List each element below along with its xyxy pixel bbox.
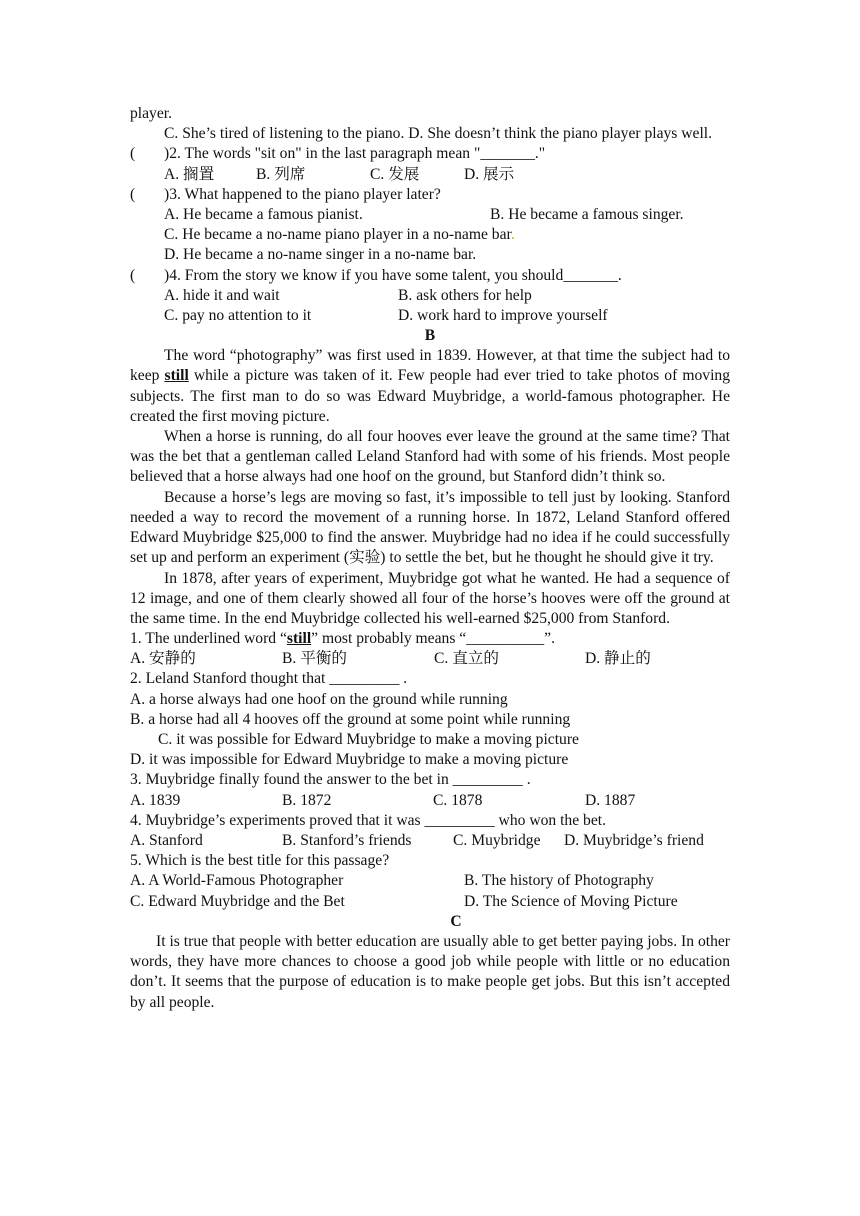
passage-a-continuation: player. bbox=[130, 105, 172, 122]
underlined-word: still bbox=[286, 630, 312, 648]
passage-b-paragraph-4: In 1878, after years of experiment, Muybridge got what he wanted. He had a sequence of 12 image, and one of them clearly showed all four of the horse’s hooves were off the ground at the same time. In the end Muybridge collected his well-earned $25,000 from Stanford. bbox=[130, 569, 730, 627]
option-d: D. 静止的 bbox=[585, 650, 651, 668]
option-b: B. Stanford’s friends bbox=[282, 831, 412, 849]
question-4-options-ab bbox=[130, 286, 730, 306]
option-a: A. A World-Famous Photographer bbox=[130, 872, 344, 890]
option-c: C. 直立的 bbox=[434, 650, 499, 668]
option-d: D. 展示 bbox=[464, 165, 515, 183]
answer-blank[interactable]: ( bbox=[130, 145, 136, 163]
b-question-2: 2. Leland Stanford thought that _________ . bbox=[130, 670, 408, 688]
option-a: A. 搁置 bbox=[164, 165, 215, 183]
question-2-options bbox=[130, 165, 730, 185]
option-c: C. 发展 bbox=[370, 165, 420, 183]
question-text: ” most probably means “__________”. bbox=[311, 630, 555, 648]
option-b: B. ask others for help bbox=[398, 286, 532, 304]
b-question-3: 3. Muybridge finally found the answer to the bet in _________ . bbox=[130, 771, 531, 789]
question-3-text: )3. What happened to the piano player later? bbox=[164, 185, 441, 203]
b-question-4-options bbox=[130, 831, 730, 851]
option-c: C. 1878 bbox=[433, 791, 483, 809]
passage-c-paragraph-1: It is true that people with better education are usually able to get better paying jobs. In other words, they have more chances to choose a good job while people with little or no education don’t. It seems that the purpose of education is to make people get jobs. But this isn’t accepted by all people. bbox=[130, 932, 730, 1011]
option-a: A. He became a famous pianist. bbox=[164, 205, 363, 223]
option-c: C. Muybridge bbox=[453, 831, 541, 849]
b-question-4: 4. Muybridge’s experiments proved that it was _________ who won the bet. bbox=[130, 811, 606, 829]
option-a: A. Stanford bbox=[130, 831, 203, 849]
underlined-word: still bbox=[164, 367, 189, 385]
question-4-text: )4. From the story we know if you have some talent, you should_______. bbox=[164, 266, 622, 284]
b-question-2-option-d: D. it was impossible for Edward Muybridge to make a moving picture bbox=[130, 751, 569, 769]
question-3-options-ab bbox=[130, 205, 730, 225]
b-question-5-options-ab bbox=[130, 871, 730, 891]
b-question-5: 5. Which is the best title for this passage? bbox=[130, 852, 390, 870]
question-text: 1. The underlined word “ bbox=[130, 630, 287, 648]
question-3-option-d: D. He became a no-name singer in a no-name bar. bbox=[164, 246, 477, 264]
question-1-options-cd: C. She’s tired of listening to the piano. D. She doesn’t think the piano player plays well. bbox=[164, 125, 713, 143]
passage-b-paragraph-1 bbox=[130, 346, 730, 427]
passage-b-paragraph-2: When a horse is running, do all four hooves ever leave the ground at the same time? That was the bet that a gentleman called Leland Stanford had with some of his friends. Most people believed that a horse always had one hoof on the ground, but Stanford didn’t think so. bbox=[130, 428, 730, 486]
option-d: D. The Science of Moving Picture bbox=[464, 892, 678, 910]
passage-b-paragraph-3: Because a horse’s legs are moving so fast, it’s impossible to tell just by looking. Stanford needed a way to record the movement of a running horse. In 1872, Leland Stanford offered Edward Muybridge $25,000 to find the answer. Muybridge had no idea if he could successfully set up and perform an experiment (实验) to settle the bet, but he thought he should give it try. bbox=[130, 488, 730, 567]
b-question-5-options-cd bbox=[130, 892, 730, 912]
answer-blank[interactable]: ( bbox=[130, 185, 136, 203]
option-c: C. Edward Muybridge and the Bet bbox=[130, 892, 345, 910]
option-d: D. 1887 bbox=[585, 791, 636, 809]
question-3-option-c bbox=[130, 225, 730, 245]
section-heading-c: C bbox=[450, 912, 462, 930]
b-question-2-option-b: B. a horse had all 4 hooves off the ground at some point while running bbox=[130, 710, 571, 728]
question-4-options-cd bbox=[130, 306, 730, 326]
b-question-1 bbox=[130, 629, 730, 649]
b-question-2-option-a: A. a horse always had one hoof on the ground while running bbox=[130, 690, 508, 708]
paragraph-text: The word “photography” was first used in 1839. However, at that time the subject had to keep bbox=[130, 347, 730, 385]
option-a: A. 1839 bbox=[130, 791, 181, 809]
option-c-dot: . bbox=[510, 226, 515, 244]
option-d: D. Muybridge’s friend bbox=[564, 831, 704, 849]
question-4 bbox=[130, 266, 730, 286]
question-3 bbox=[130, 185, 730, 205]
option-d: D. work hard to improve yourself bbox=[398, 306, 608, 324]
section-heading-b: B bbox=[424, 327, 436, 345]
document-page bbox=[130, 104, 730, 1013]
option-b: B. He became a famous singer. bbox=[490, 205, 684, 223]
option-b: B. 1872 bbox=[282, 791, 332, 809]
question-2 bbox=[130, 144, 730, 164]
b-question-3-options bbox=[130, 791, 730, 811]
paragraph-text: while a picture was taken of it. Few people had ever tried to take photos of moving subjects. The first man to do so was Edward Muybridge, a world-famous photographer. He created the first moving picture. bbox=[130, 367, 730, 425]
option-b: B. The history of Photography bbox=[464, 872, 654, 890]
option-c: C. pay no attention to it bbox=[164, 306, 312, 324]
option-c: C. He became a no-name piano player in a no-name bar bbox=[164, 226, 511, 244]
option-a: A. hide it and wait bbox=[164, 286, 280, 304]
option-b: B. 平衡的 bbox=[282, 650, 347, 668]
b-question-1-options bbox=[130, 649, 730, 669]
option-b: B. 列席 bbox=[256, 165, 306, 183]
b-question-2-option-c: C. it was possible for Edward Muybridge to make a moving picture bbox=[158, 731, 579, 749]
option-a: A. 安静的 bbox=[130, 650, 196, 668]
question-2-text: )2. The words "sit on" in the last paragraph mean "_______." bbox=[164, 145, 546, 163]
answer-blank[interactable]: ( bbox=[130, 266, 136, 284]
